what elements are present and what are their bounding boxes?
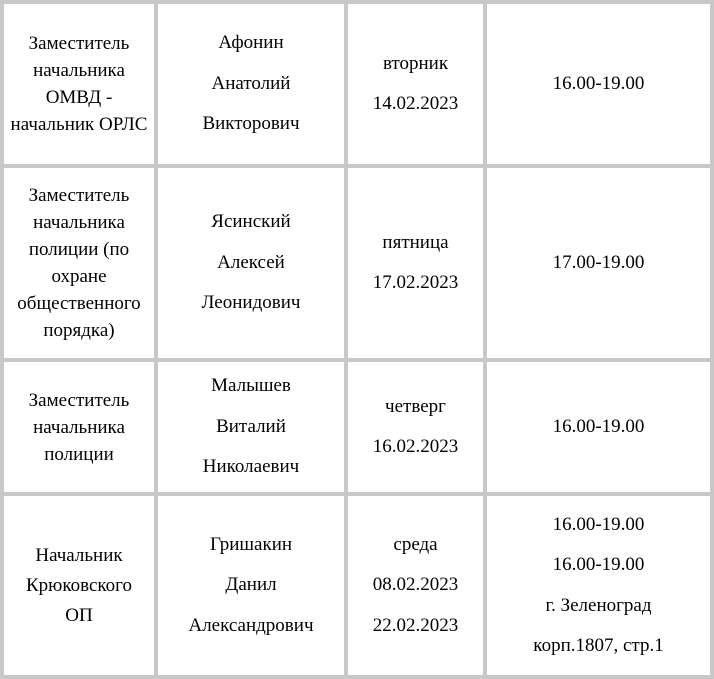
position-text: Начальник Крюковского ОП xyxy=(25,544,132,626)
time-cell xyxy=(487,0,714,168)
date-cell xyxy=(348,362,487,496)
reception-time xyxy=(553,64,645,105)
first-name: Алексей xyxy=(217,251,285,273)
patronymic: Николаевич xyxy=(202,456,300,478)
surname: Гришакин xyxy=(209,533,293,555)
position-cell xyxy=(0,0,158,168)
weekday: пятница xyxy=(382,231,449,253)
reception-time xyxy=(533,505,663,667)
time-value: 16.00-19.00 xyxy=(552,554,645,575)
official-name xyxy=(188,525,313,647)
date-value: 08.02.2023 xyxy=(372,574,459,596)
first-name: Данил xyxy=(225,574,277,596)
name-cell xyxy=(158,362,348,496)
patronymic: Александрович xyxy=(188,614,314,636)
surname: Афонин xyxy=(218,32,284,54)
surname: Малышев xyxy=(211,375,291,397)
name-cell xyxy=(158,168,348,362)
time-cell xyxy=(487,362,714,496)
position-cell xyxy=(0,168,158,362)
surname: Ясинский xyxy=(211,211,291,233)
date-value: 17.02.2023 xyxy=(372,272,459,293)
patronymic: Леонидович xyxy=(201,292,301,314)
name-cell xyxy=(158,0,348,168)
time-value: 17.00-19.00 xyxy=(552,251,645,273)
reception-date xyxy=(373,44,459,125)
time-value: 16.00-19.00 xyxy=(552,72,645,94)
date-cell xyxy=(348,0,487,168)
time-value: 16.00-19.00 xyxy=(552,415,645,437)
reception-date xyxy=(373,387,459,468)
time-value: 16.00-19.00 xyxy=(552,513,645,535)
time-cell xyxy=(487,496,714,679)
time-cell xyxy=(487,168,714,362)
reception-date xyxy=(373,525,459,647)
position-text: Заместитель начальника ОМВД - начальник ОРЛС xyxy=(10,33,148,135)
position-text: Заместитель начальника полиции (по охране общественного порядка) xyxy=(17,185,141,341)
date-value: 22.02.2023 xyxy=(372,614,459,636)
official-name xyxy=(203,366,299,488)
date-cell xyxy=(348,168,487,362)
reception-date xyxy=(373,223,459,304)
patronymic: Викторович xyxy=(202,113,300,135)
weekday: четверг xyxy=(385,395,446,417)
first-name: Виталий xyxy=(216,415,286,437)
date-cell xyxy=(348,496,487,679)
date-value: 14.02.2023 xyxy=(372,93,459,114)
address-building: корп.1807, стр.1 xyxy=(533,635,664,656)
weekday: среда xyxy=(393,533,438,555)
name-cell xyxy=(158,496,348,679)
official-name xyxy=(202,202,301,324)
position-cell xyxy=(0,362,158,496)
weekday: вторник xyxy=(382,52,449,74)
position-text: Заместитель начальника полиции xyxy=(28,389,130,465)
date-value: 16.02.2023 xyxy=(372,436,459,457)
address-city: г. Зеленоград xyxy=(545,594,652,616)
first-name: Анатолий xyxy=(211,72,291,94)
position-cell xyxy=(0,496,158,679)
reception-time xyxy=(553,243,645,284)
reception-time xyxy=(553,407,645,448)
official-name xyxy=(202,23,299,145)
